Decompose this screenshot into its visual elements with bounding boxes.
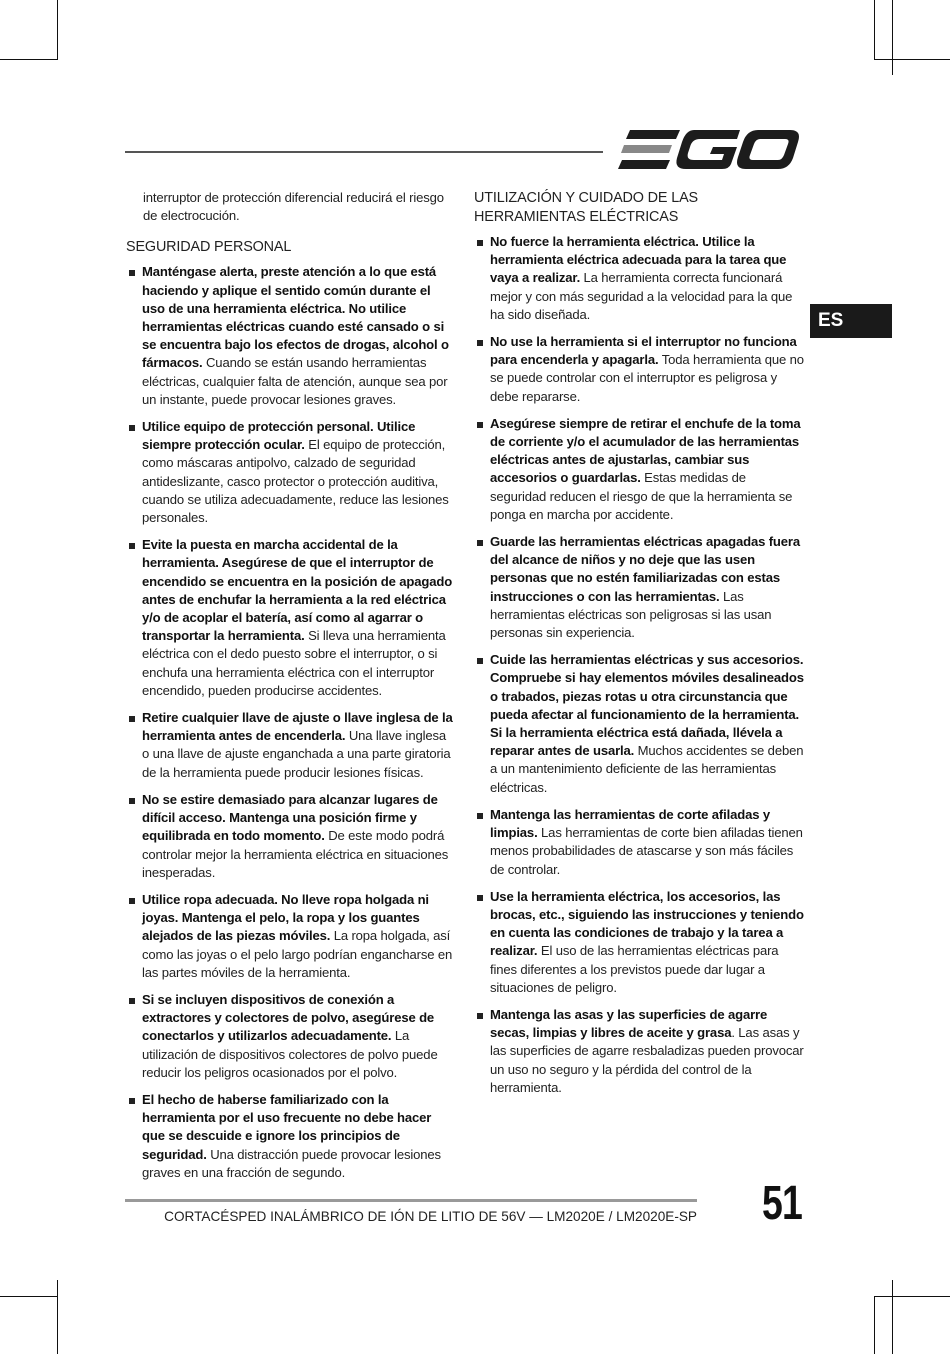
item-text: Estas medidas de seguridad reducen el riesgo de que la herramienta se ponga en marcha por accidente. [490, 470, 793, 522]
item-text: Si lleva una herramienta eléctrica con el dedo puesto sobre el interruptor, o si enchufa una herramienta eléctrica con el interruptor encendido, pueden producirse accidentes. [142, 628, 446, 698]
list-item [126, 418, 456, 527]
section-heading: UTILIZACIÓN Y CUIDADO DE LAS HERRAMIENTAS ELÉCTRICAS [474, 190, 698, 225]
item-bold-text: Utilice ropa adecuada. No lleve ropa holgada ni joyas. Mantenga el pelo, la ropa y los guantes alejados de las piezas móviles. [142, 891, 429, 944]
item-text: Muchos accidentes se deben a un mantenimiento deficiente de las herramientas eléctricas. [490, 743, 804, 795]
footer-rule [125, 1199, 697, 1202]
item-text: Una distracción puede provocar lesiones graves en una fracción de segundo. [142, 1146, 441, 1180]
right-column [474, 189, 804, 1106]
item-text: De este modo podrá controlar mejor la herramienta eléctrica en situaciones inesperadas. [142, 828, 449, 880]
item-text: Las herramientas eléctricas son peligrosas si las usan personas sin experiencia. [490, 588, 772, 641]
list-item [474, 533, 804, 642]
item-bold-text: Manténgase alerta, preste atención a lo que está haciendo y aplique el sentido común durante el uso de una herramienta eléctrica. No utilice herramientas eléctricas cuando esté cansado o si se encuentra bajo los efectos de drogas, alcohol o fármacos. [142, 264, 449, 371]
list-item [474, 415, 804, 524]
item-bold-text: Mantenga las asas y las superficies de agarre secas, limpias y libres de aceite y grasa [490, 1006, 768, 1041]
tool-care-list [474, 233, 804, 1097]
crop-mark [874, 0, 875, 60]
list-item [474, 888, 804, 997]
crop-mark [892, 1280, 893, 1354]
crop-mark [57, 1280, 58, 1354]
item-bold-text: No use la herramienta si el interruptor no funciona para encenderla y apagarla. [490, 334, 797, 368]
item-text: Las herramientas de corte bien afiladas tienen menos probabilidades de atascarse y son más fáciles de controlar. [490, 825, 803, 877]
footer-title: CORTACÉSPED INALÁMBRICO DE IÓN DE LITIO DE 56V — LM2020E / LM2020E-SP [164, 1209, 697, 1224]
section-heading: SEGURIDAD PERSONAL [126, 239, 292, 256]
item-bold-text: Asegúrese siempre de retirar el enchufe de la toma de corriente y/o el acumulador de las herramientas eléctricas antes de ajustarlas, cambiar sus accesorios o guardarlas. [490, 415, 801, 486]
list-item [474, 333, 804, 406]
item-bold-text: Si se incluyen dispositivos de conexión a extractores y colectores de polvo, asegúrese de conectarlos y utilizarlos adecuadamente. [142, 991, 435, 1044]
item-text: . Las asas y las superficies de agarre resbaladizas pueden provocar un uso no seguro y la pérdida del control de la herramienta. [490, 1025, 804, 1095]
item-text: Una llave inglesa o una llave de ajuste enganchada a una parte giratoria de la herramienta puede producir lesiones físicas. [142, 728, 451, 780]
crop-mark [57, 0, 58, 60]
crop-mark [892, 0, 893, 75]
item-bold-text: No fuerce la herramienta eléctrica. Utilice la herramienta eléctrica adecuada para la tarea que vaya a realizar. [490, 234, 787, 286]
list-item [474, 1006, 804, 1097]
item-text: El uso de las herramientas eléctricas para fines diferentes a los previstos puede dar lugar a situaciones de peligro. [490, 943, 779, 995]
ego-logo [618, 130, 800, 170]
item-bold-text: Guarde las herramientas eléctricas apagadas fuera del alcance de niños y no deje que las usen personas que no estén familiarizadas con estas instrucciones o con las herramientas. [490, 534, 800, 604]
crop-mark [874, 59, 950, 60]
item-bold-text: Use la herramienta eléctrica, los accesorios, las brocas, etc., siguiendo las instrucciones y teniendo en cuenta las condiciones de trabajo y la tarea a realizar. [490, 888, 804, 959]
item-text: Cuando se están usando herramientas eléctricas, cualquier falta de atención, aunque sea por un instante, puede provocar lesiones graves. [142, 355, 448, 407]
item-bold-text: Retire cualquier llave de ajuste o llave inglesa de la herramienta antes de encenderla. [142, 710, 453, 744]
item-text: La herramienta correcta funcionará mejor y con más seguridad a la velocidad para la que ha sido diseñada. [490, 270, 793, 322]
item-bold-text: Utilice equipo de protección personal. Utilice siempre protección ocular. [142, 419, 416, 453]
header-rule [125, 151, 603, 153]
list-item [126, 536, 456, 700]
list-item [474, 651, 804, 797]
left-column [126, 189, 456, 1191]
item-bold-text: Mantenga las herramientas de corte afiladas y limpias. [490, 806, 770, 841]
item-text: La ropa holgada, así como las joyas o el pelo largo podrían engancharse en las partes móviles de la herramienta. [142, 928, 453, 980]
item-bold-text: No se estire demasiado para alcanzar lugares de difícil acceso. Mantenga una posición firme y equilibrada en todo momento. [142, 791, 438, 844]
list-item [126, 1091, 456, 1182]
continuation-text: interruptor de protección diferencial reducirá el riesgo de electrocución. [143, 190, 444, 224]
page-number: 51 [762, 1177, 803, 1230]
crop-mark [874, 1296, 950, 1297]
crop-mark [874, 1296, 875, 1354]
safety-list [126, 263, 456, 1182]
crop-mark [0, 1296, 58, 1297]
list-item [126, 791, 456, 882]
item-text: Toda herramienta que no se puede controlar con el interruptor es peligrosa y debe repararse. [490, 352, 804, 404]
list-item [126, 263, 456, 409]
language-tab: ES [810, 304, 892, 338]
list-item [474, 233, 804, 324]
list-item [126, 709, 456, 782]
list-item [474, 806, 804, 879]
item-text: La utilización de dispositivos colectores de polvo puede reducir los peligros ocasionados por el polvo. [142, 1028, 438, 1080]
list-item [126, 991, 456, 1082]
item-bold-text: Cuide las herramientas eléctricas y sus accesorios. Compruebe si hay elementos móviles desalineados o trabados, piezas rotas u otra circunstancia que pueda afectar al funcionamiento de la herramienta. Si la herramienta eléctrica está dañada, llévela a reparar antes de usarla. [490, 652, 804, 759]
item-bold-text: Evite la puesta en marcha accidental de la herramienta. Asegúrese de que el interruptor de encendido se encuentra en la posición de apagado antes de enchufar la herramienta a la red eléctrica y/o de acoplar el batería, así como al agarrar o transportar la herramienta. [142, 537, 453, 644]
list-item [126, 891, 456, 982]
crop-mark [0, 59, 58, 60]
item-bold-text: El hecho de haberse familiarizado con la herramienta por el uso frecuente no debe hacer que se descuide e ignore los principios de seguridad. [142, 1091, 432, 1162]
item-text: El equipo de protección, como máscaras antipolvo, calzado de seguridad antideslizante, casco protector o protección auditiva, cuando se utiliza adecuadamente, reduce las lesiones personales. [142, 437, 449, 526]
